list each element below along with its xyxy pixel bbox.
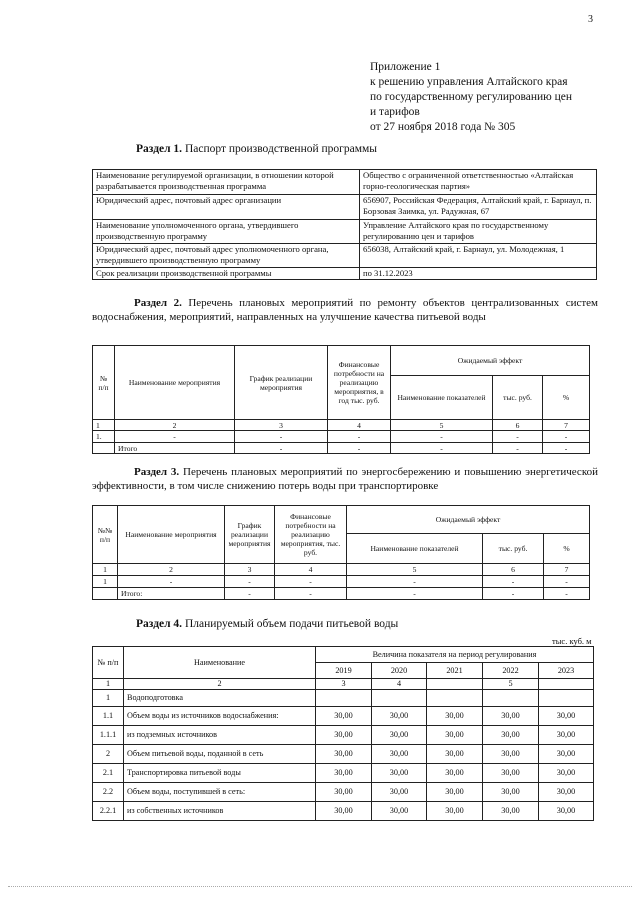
s3-colnum-row <box>93 564 590 576</box>
section1-title-bold: Раздел 1. <box>136 143 183 155</box>
row-name: Объем воды, поступившей в сеть: <box>124 783 316 802</box>
s4-header-name: Наименование <box>124 647 316 679</box>
cell: 3 <box>225 564 275 576</box>
table-row <box>93 576 590 588</box>
section4-title-text: Планируемый объем подачи питьевой воды <box>182 618 399 630</box>
cell: 1 <box>93 576 118 588</box>
cell-value: 30,00 <box>483 783 539 802</box>
cell <box>93 588 118 600</box>
passport-row <box>93 220 597 244</box>
row-name: Объем воды из источников водоснабжения: <box>124 707 316 726</box>
year-header: 2021 <box>427 663 483 679</box>
section1-title-text: Паспорт производственной программы <box>182 143 378 155</box>
passport-row <box>93 268 597 280</box>
passport-value: 656038, Алтайский край, г. Барнаул, ул. Молодежная, 1 <box>360 244 597 268</box>
s4-header-num: № п/п <box>93 647 124 679</box>
cell-value: 30,00 <box>539 764 594 783</box>
year-header: 2022 <box>483 663 539 679</box>
s3-header-name: Наименование мероприятия <box>118 506 225 564</box>
row-num: 2.2 <box>93 783 124 802</box>
passport-value: 656907, Российская Федерация, Алтайский край, г. Барнаул, п. Борзовая Заимка, ул. Радужная, 67 <box>360 195 597 220</box>
table-row <box>93 707 594 726</box>
section3-title <box>92 465 598 493</box>
cell <box>539 679 594 690</box>
total-label: Итого <box>115 443 235 454</box>
s2-header-percent: % <box>543 376 590 420</box>
cell: - <box>391 431 493 443</box>
cell: - <box>483 588 544 600</box>
cell: - <box>493 443 543 454</box>
cell-value: 30,00 <box>372 764 427 783</box>
cell: - <box>391 443 493 454</box>
cell-value: 30,00 <box>483 726 539 745</box>
section4-title <box>136 618 398 630</box>
section3-table <box>92 505 590 600</box>
cell-value: 30,00 <box>427 745 483 764</box>
cell-value: 30,00 <box>539 745 594 764</box>
cell-value: 30,00 <box>316 726 372 745</box>
s2-header-effect: Ожидаемый эффект <box>391 346 590 376</box>
cell: - <box>118 576 225 588</box>
section2-title <box>92 296 598 324</box>
cell-value: 30,00 <box>483 802 539 821</box>
cell: - <box>328 443 391 454</box>
cell <box>93 443 115 454</box>
cell: 2 <box>118 564 225 576</box>
table-row <box>93 764 594 783</box>
cell-value: 30,00 <box>483 764 539 783</box>
row-name: Объем питьевой воды, поданной в сеть <box>124 745 316 764</box>
cell-value: 30,00 <box>316 783 372 802</box>
unit-label: тыс. куб. м <box>552 636 592 646</box>
appendix-line: и тарифов <box>370 106 420 118</box>
passport-label: Юридический адрес, почтовый адрес уполномоченного органа, утвердившего производственную программу <box>93 244 360 268</box>
table-row <box>93 726 594 745</box>
passport-label: Наименование уполномоченного органа, утвердившего производственную программу <box>93 220 360 244</box>
s4-colnum-row <box>93 679 594 690</box>
s2-header-schedule: График реализации мероприятия <box>235 346 328 420</box>
cell: 3 <box>235 420 328 431</box>
s3-header-finance: Финансовые потребности на реализацию мероприятия, тыс. руб. <box>275 506 347 564</box>
section3-title-text: Перечень плановых мероприятий по энергосбережению и повышению энергетической эффективности, в том числе снижению потерь воды при транспортировке <box>92 466 598 492</box>
cell: - <box>328 431 391 443</box>
cell: - <box>347 588 483 600</box>
cell: 1 <box>93 679 124 690</box>
table-row <box>93 783 594 802</box>
s3-header-percent: % <box>544 534 590 564</box>
cell-value: 30,00 <box>483 707 539 726</box>
cell-value: 30,00 <box>372 783 427 802</box>
cell-value: 30,00 <box>372 726 427 745</box>
cell: - <box>543 443 590 454</box>
cell: 1. <box>93 431 115 443</box>
appendix-line: по государственному регулированию цен <box>370 91 573 103</box>
cell: 5 <box>483 679 539 690</box>
cell-value: 30,00 <box>427 726 483 745</box>
section2-title-text: Перечень плановых мероприятий по ремонту объектов централизованных систем водоснабжения, мероприятий, направленных на улучшение качества питьевой воды <box>92 297 598 323</box>
cell-value: 30,00 <box>427 783 483 802</box>
cell-value: 30,00 <box>372 745 427 764</box>
s2-header-num: № п/п <box>93 346 115 420</box>
section2-table <box>92 345 590 454</box>
cell: - <box>544 588 590 600</box>
s2-header-finance: Финансовые потребности на реализацию мероприятия, в год тыс. руб. <box>328 346 391 420</box>
cell: - <box>483 576 544 588</box>
cell-value: 30,00 <box>427 707 483 726</box>
s2-header-thousand: тыс. руб. <box>493 376 543 420</box>
cell: 1 <box>93 564 118 576</box>
section3-title-bold: Раздел 3. <box>134 466 180 478</box>
year-header: 2020 <box>372 663 427 679</box>
table-row <box>93 802 594 821</box>
row-num: 1.1 <box>93 707 124 726</box>
row-name: из подземных источников <box>124 726 316 745</box>
cell-value: 30,00 <box>539 726 594 745</box>
passport-value: по 31.12.2023 <box>360 268 597 280</box>
row-name: Водоподготовка <box>124 690 316 707</box>
cell: - <box>275 576 347 588</box>
cell: - <box>543 431 590 443</box>
row-name: Транспортировка питьевой воды <box>124 764 316 783</box>
table-row <box>93 745 594 764</box>
row-num: 2 <box>93 745 124 764</box>
cell: - <box>275 588 347 600</box>
s2-colnum-row <box>93 420 590 431</box>
cell-value: 30,00 <box>316 764 372 783</box>
appendix-line: от 27 ноября 2018 года № 305 <box>370 121 516 133</box>
passport-label: Срок реализации производственной программы <box>93 268 360 280</box>
passport-value: Общество с ограниченной ответственностью «Алтайская горно-геологическая партия» <box>360 170 597 195</box>
s3-header-indicators: Наименование показателей <box>347 534 483 564</box>
cell: 6 <box>493 420 543 431</box>
cell: 5 <box>391 420 493 431</box>
passport-label: Юридический адрес, почтовый адрес организации <box>93 195 360 220</box>
cell: 2 <box>115 420 235 431</box>
s3-header-thousand: тыс. руб. <box>483 534 544 564</box>
passport-row <box>93 195 597 220</box>
cell-value <box>372 690 427 707</box>
cell-value: 30,00 <box>316 707 372 726</box>
s4-header-period: Величина показателя на период регулирования <box>316 647 594 663</box>
cell: 6 <box>483 564 544 576</box>
appendix-line: к решению управления Алтайского края <box>370 76 568 88</box>
cell-value: 30,00 <box>539 707 594 726</box>
cell: 1 <box>93 420 115 431</box>
section4-table <box>92 646 594 821</box>
row-num: 2.2.1 <box>93 802 124 821</box>
passport-table <box>92 169 597 280</box>
s3-header-schedule: График реализации мероприятия <box>225 506 275 564</box>
row-name: из собственных источников <box>124 802 316 821</box>
cell: 5 <box>347 564 483 576</box>
page-number: 3 <box>588 14 593 25</box>
cell-value: 30,00 <box>539 802 594 821</box>
total-label: Итого: <box>118 588 225 600</box>
row-num: 1 <box>93 690 124 707</box>
footer-divider <box>8 886 632 887</box>
cell: - <box>493 431 543 443</box>
cell-value: 30,00 <box>372 802 427 821</box>
section4-title-bold: Раздел 4. <box>136 618 183 630</box>
cell: 7 <box>544 564 590 576</box>
cell: 2 <box>124 679 316 690</box>
cell-value <box>483 690 539 707</box>
cell: - <box>115 431 235 443</box>
cell-value <box>427 690 483 707</box>
cell-value: 30,00 <box>539 783 594 802</box>
s3-header-effect: Ожидаемый эффект <box>347 506 590 534</box>
table-row <box>93 431 590 443</box>
passport-value: Управление Алтайского края по государственному регулированию цен и тарифов <box>360 220 597 244</box>
s2-header-name: Наименование мероприятия <box>115 346 235 420</box>
appendix-block <box>370 60 572 135</box>
cell-value: 30,00 <box>427 802 483 821</box>
total-row <box>93 443 590 454</box>
passport-label: Наименование регулируемой организации, в отношении которой разрабатывается производственная программа <box>93 170 360 195</box>
row-num: 2.1 <box>93 764 124 783</box>
cell: - <box>235 431 328 443</box>
cell: 4 <box>275 564 347 576</box>
cell: 7 <box>543 420 590 431</box>
cell: 4 <box>372 679 427 690</box>
cell: 3 <box>316 679 372 690</box>
cell <box>427 679 483 690</box>
cell: - <box>225 588 275 600</box>
total-row <box>93 588 590 600</box>
cell-value: 30,00 <box>316 745 372 764</box>
passport-row <box>93 170 597 195</box>
s2-header-indicators: Наименование показателей <box>391 376 493 420</box>
section2-title-bold: Раздел 2. <box>134 297 182 309</box>
cell: 4 <box>328 420 391 431</box>
cell: - <box>235 443 328 454</box>
cell-value <box>316 690 372 707</box>
row-num: 1.1.1 <box>93 726 124 745</box>
year-header: 2023 <box>539 663 594 679</box>
cell-value: 30,00 <box>372 707 427 726</box>
passport-row <box>93 244 597 268</box>
cell: - <box>225 576 275 588</box>
cell-value: 30,00 <box>483 745 539 764</box>
section1-title <box>136 143 377 155</box>
table-row <box>93 690 594 707</box>
cell-value: 30,00 <box>316 802 372 821</box>
cell: - <box>347 576 483 588</box>
cell-value: 30,00 <box>427 764 483 783</box>
s3-header-num: №№ п/п <box>93 506 118 564</box>
appendix-line: Приложение 1 <box>370 61 441 73</box>
cell-value <box>539 690 594 707</box>
year-header: 2019 <box>316 663 372 679</box>
cell: - <box>544 576 590 588</box>
